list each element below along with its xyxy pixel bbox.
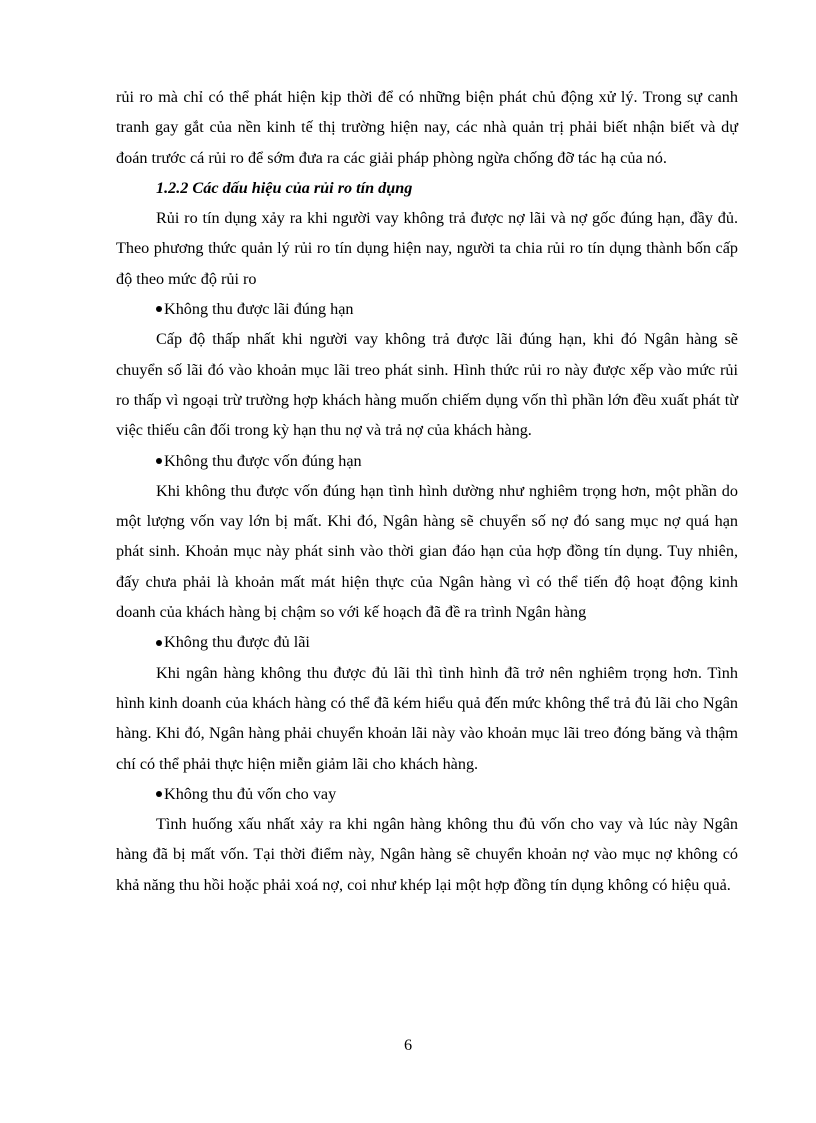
section-heading: 1.2.2 Các dấu hiệu của rủi ro tín dụng — [156, 178, 413, 197]
bullet-icon — [156, 791, 162, 797]
paragraph-insufficient-principal: Tình huống xấu nhất xảy ra khi ngân hàng không thu đủ vốn cho vay và lúc này Ngân hàng đã bị mất vốn. Tại thời điểm này, Ngân hàng sẽ chuyển khoản nợ vào mục nợ không có khả năng thu hồi hoặc phải xoá nợ, coi như khép lại một hợp đồng tín dụng không có hiệu quả. — [116, 815, 738, 894]
bullet-label: Không thu được lãi đúng hạn — [164, 300, 354, 319]
bullet-label: Không thu được vốn đúng hạn — [164, 451, 362, 470]
bullet-icon — [156, 458, 162, 464]
document-page — [116, 82, 738, 900]
bullet-item-insufficient-interest — [116, 627, 738, 657]
paragraph-insufficient-interest: Khi ngân hàng không thu được đủ lãi thì tình hình đã trở nên nghiêm trọng hơn. Tình hình kinh doanh của khách hàng có thể đã kém hiểu quả đến mức không thể trả đủ lãi cho Ngân hàng. Khi đó, Ngân hàng phải chuyển khoản lãi này vào khoản mục lãi treo đóng băng và thậm chí có thể phải thực hiện miễn giảm lãi cho khách hàng. — [116, 663, 738, 773]
bullet-label: Không thu được đủ lãi — [164, 633, 310, 652]
bullet-item-late-principal — [116, 446, 738, 476]
bullet-icon — [156, 306, 162, 312]
paragraph-late-principal: Khi không thu được vốn đúng hạn tình hình dường như nghiêm trọng hơn, một phần do một lượng vốn vay lớn bị mất. Khi đó, Ngân hàng sẽ chuyển số nợ đó sang mục nợ quá hạn phát sinh. Khoản mục này phát sinh vào thời gian đáo hạn của hợp đồng tín dụng. Tuy nhiên, đấy chưa phải là khoản mất mát hiện thực của Ngân hàng vì có thể tiến độ hoạt động kinh doanh của khách hàng bị chậm so với kế hoạch đã đề ra trình Ngân hàng — [116, 481, 738, 622]
bullet-item-insufficient-principal — [116, 779, 738, 809]
paragraph-definition: Rủi ro tín dụng xảy ra khi người vay không trả được nợ lãi và nợ gốc đúng hạn, đầy đủ. Theo phương thức quản lý rủi ro tín dụng hiện nay, người ta chia rủi ro tín dụng thành bốn cấp độ theo mức độ rủi ro — [116, 209, 738, 288]
bullet-item-late-interest — [116, 294, 738, 324]
bullet-icon — [156, 640, 162, 646]
paragraph-intro-continued: rủi ro mà chỉ có thể phát hiện kịp thời để có những biện phát chủ động xử lý. Trong sự canh tranh gay gắt của nền kinh tế thị trường hiện nay, các nhà quản trị phải biết nhận biết và dự đoán trước cá rủi ro để sớm đưa ra các giải pháp phòng ngừa chống đỡ tác hạ của nó. — [116, 88, 738, 167]
paragraph-late-interest: Cấp độ thấp nhất khi người vay không trả được lãi đúng hạn, khi đó Ngân hàng sẽ chuyển số lãi đó vào khoản mục lãi treo phát sinh. Hình thức rủi ro này được xếp vào mức rủi ro thấp vì ngoại trừ trường hợp khách hàng muốn chiếm dụng vốn thì phần lớn đều xuất phát từ việc thiếu cân đối trong kỳ hạn thu nợ và trả nợ của khách hàng. — [116, 330, 738, 440]
bullet-label: Không thu đủ vốn cho vay — [164, 784, 337, 803]
page-number: 6 — [403, 1036, 413, 1054]
